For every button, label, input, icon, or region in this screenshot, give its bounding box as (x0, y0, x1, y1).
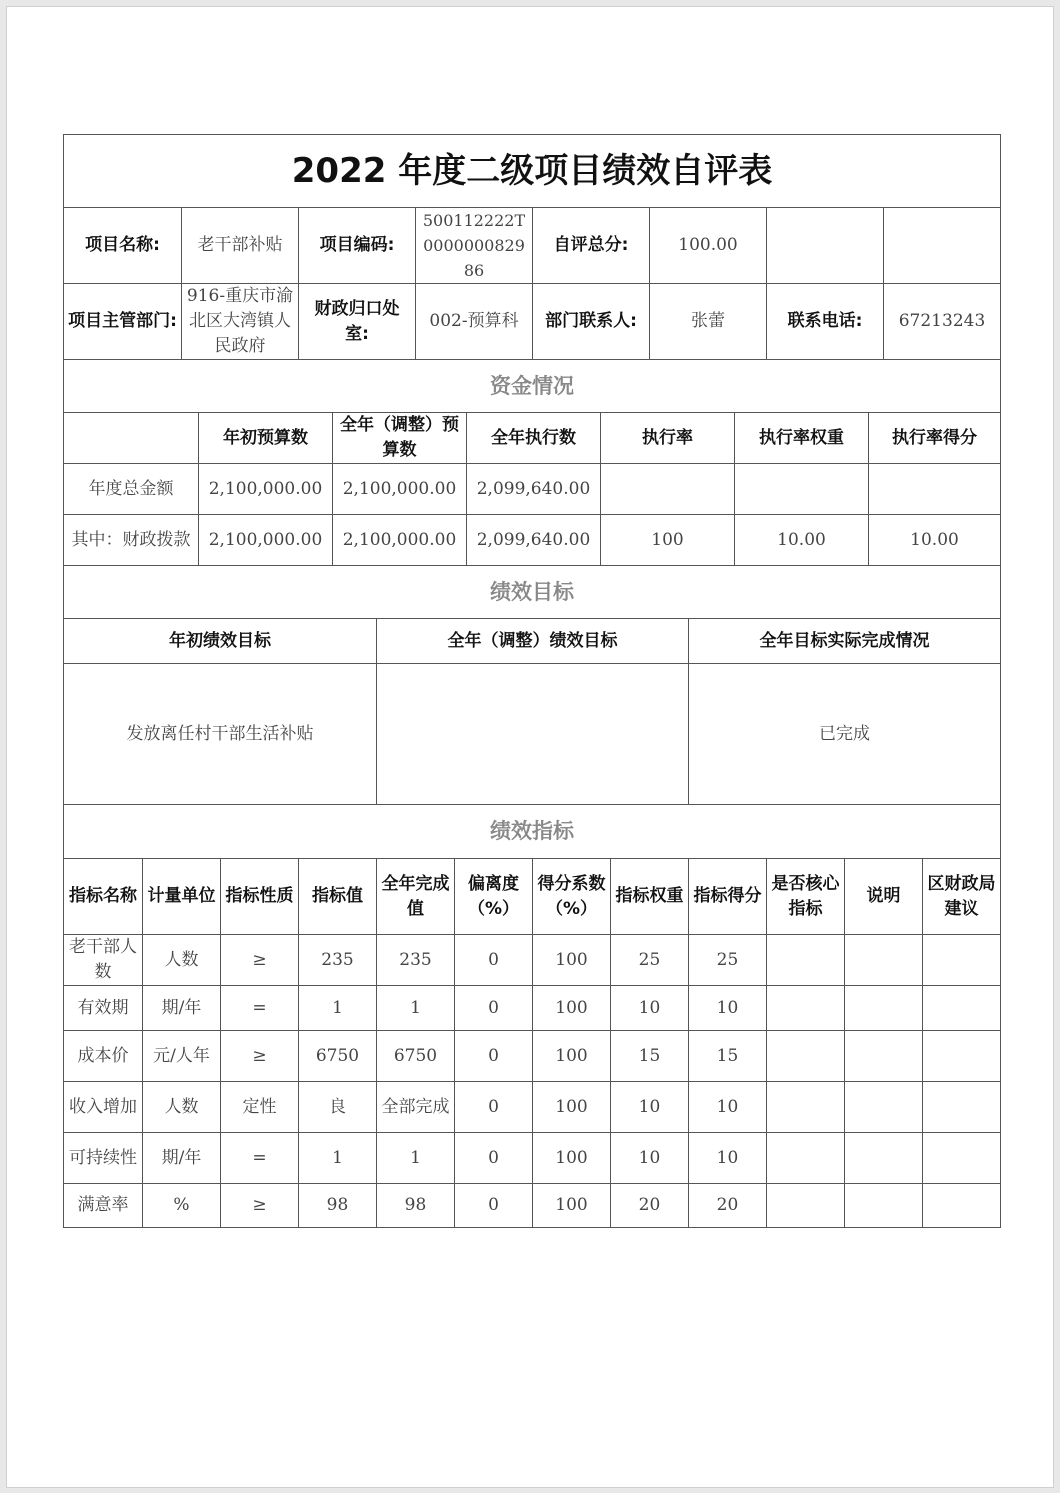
funds-header-cell: 执行率权重 (734, 413, 868, 463)
indicator-cell (844, 1031, 922, 1081)
funds-cell: 100 (600, 515, 734, 565)
indicator-header-cell: 计量单位 (142, 859, 220, 934)
funds-cell (734, 464, 868, 514)
indicator-cell (844, 986, 922, 1030)
indicator-cell (766, 1031, 844, 1081)
indicator-cell (922, 1082, 1000, 1132)
indicator-header-cell: 指标名称 (69, 886, 137, 906)
indicator-cell: 0 (454, 1082, 532, 1132)
funds-cell: 2,100,000.00 (198, 515, 332, 565)
project-code-value: 500112222T000000082986 (415, 208, 532, 283)
funds-header-cell: 年初预算数 (198, 413, 332, 463)
title-row (64, 135, 1000, 207)
indicator-cell (922, 1184, 1000, 1227)
goals-header-cell: 全年目标实际完成情况 (688, 619, 1000, 663)
indicator-cell: 有效期 (77, 997, 129, 1018)
indicator-cell: 10 (688, 986, 766, 1030)
goals-header-cell: 年初绩效目标 (169, 630, 271, 651)
phone-value: 67213243 (883, 284, 1000, 359)
funds-cell: 其中：财政拨款 (71, 529, 191, 550)
funds-section-header (64, 359, 1000, 412)
funds-cell: 10.00 (868, 515, 1000, 565)
contact-label: 部门联系人: (532, 284, 649, 359)
indicator-header-cell: 是否核心指标 (766, 859, 844, 934)
form-title: 2022 年度二级项目绩效自评表 (291, 150, 773, 191)
indicator-header-cell: 得分系数（%） (532, 859, 610, 934)
funds-header-row (64, 412, 1000, 463)
funds-cell: 10.00 (734, 515, 868, 565)
indicator-cell: 0 (454, 935, 532, 985)
indicator-cell: 全部完成 (376, 1082, 454, 1132)
indicator-cell: 10 (610, 1082, 688, 1132)
indicator-header-cell: 全年完成值 (376, 859, 454, 934)
indicator-cell: 100 (532, 986, 610, 1030)
indicator-cell (922, 986, 1000, 1030)
indicator-cell: 0 (454, 1133, 532, 1183)
self-score-label: 自评总分: (532, 208, 649, 283)
empty-cell (883, 208, 1000, 283)
indicator-cell: 100 (532, 1031, 610, 1081)
self-evaluation-form (63, 134, 1001, 1228)
indicator-cell (844, 1133, 922, 1183)
indicator-cell: 10 (610, 986, 688, 1030)
indicator-header-cell: 指标权重 (610, 859, 688, 934)
indicator-cell: 1 (376, 986, 454, 1030)
indicator-cell (844, 935, 922, 985)
funds-header-cell: 全年执行数 (466, 413, 600, 463)
indicator-cell: 10 (610, 1133, 688, 1183)
indicator-row (64, 985, 1000, 1030)
contact-value: 张蕾 (649, 284, 766, 359)
indicator-cell: 满意率 (77, 1195, 129, 1215)
indicator-cell: % (142, 1184, 220, 1227)
indicator-cell: ≥ (220, 1184, 298, 1227)
goals-value-cell: 已完成 (688, 664, 1000, 804)
indicator-cell (766, 1133, 844, 1183)
goals-value-row (64, 663, 1000, 804)
funds-cell: 2,100,000.00 (332, 515, 466, 565)
indicator-cell: 100 (532, 1184, 610, 1227)
indicators-section-title: 绩效指标 (490, 819, 574, 843)
indicator-cell: 0 (454, 1031, 532, 1081)
indicator-cell: 20 (688, 1184, 766, 1227)
indicator-header-cell: 指标性质 (220, 859, 298, 934)
dept-value: 916-重庆市渝北区大湾镇人民政府 (181, 284, 298, 359)
indicator-cell: 人数 (142, 1082, 220, 1132)
goals-section-title: 绩效目标 (490, 579, 574, 604)
indicators-section-header (64, 804, 1000, 858)
indicator-cell (766, 986, 844, 1030)
indicator-row (64, 1081, 1000, 1132)
goals-header-cell: 全年（调整）绩效目标 (376, 619, 688, 663)
funds-header-cell: 执行率得分 (868, 413, 1000, 463)
indicator-cell: 成本价 (77, 1045, 129, 1066)
indicator-cell: 元/人年 (142, 1031, 220, 1081)
finance-office-value: 002-预算科 (415, 284, 532, 359)
indicator-cell: 100 (532, 935, 610, 985)
funds-row (64, 514, 1000, 565)
indicator-header-cell: 指标得分 (688, 859, 766, 934)
indicator-cell: 收入增加 (69, 1096, 137, 1117)
indicator-cell (766, 935, 844, 985)
phone-label: 联系电话: (766, 284, 883, 359)
indicator-cell: 235 (298, 935, 376, 985)
indicator-cell: 10 (688, 1133, 766, 1183)
info-row-1 (64, 207, 1000, 283)
indicator-cell: 6750 (298, 1031, 376, 1081)
indicator-cell: 1 (376, 1133, 454, 1183)
funds-section-title: 资金情况 (490, 373, 574, 398)
indicator-cell: 良 (298, 1082, 376, 1132)
funds-cell: 2,100,000.00 (332, 464, 466, 514)
project-name-label: 项目名称: (85, 235, 160, 255)
indicator-cell (844, 1184, 922, 1227)
funds-cell: 2,099,640.00 (466, 515, 600, 565)
document-page (6, 6, 1054, 1488)
finance-office-label: 财政归口处室: (298, 284, 415, 359)
indicator-header-cell: 偏离度（%） (454, 859, 532, 934)
indicator-cell (922, 1031, 1000, 1081)
funds-cell: 2,099,640.00 (466, 464, 600, 514)
indicator-cell: 98 (298, 1184, 376, 1227)
indicator-row (64, 1132, 1000, 1183)
info-row-2 (64, 283, 1000, 359)
indicator-cell: 235 (376, 935, 454, 985)
funds-cell (868, 464, 1000, 514)
indicators-header-row (64, 858, 1000, 934)
project-name-value: 老干部补贴 (181, 208, 298, 283)
funds-header-cell: 执行率 (600, 413, 734, 463)
indicator-cell: 0 (454, 986, 532, 1030)
indicator-cell: = (220, 986, 298, 1030)
indicator-cell: 定性 (220, 1082, 298, 1132)
funds-row (64, 463, 1000, 514)
empty-cell (766, 208, 883, 283)
indicator-cell (766, 1184, 844, 1227)
indicator-cell: 期/年 (142, 986, 220, 1030)
indicator-cell: 10 (688, 1082, 766, 1132)
indicator-cell: 人数 (142, 935, 220, 985)
goals-value-cell: 发放离任村干部生活补贴 (126, 723, 314, 744)
self-score-value: 100.00 (649, 208, 766, 283)
goals-header-row (64, 618, 1000, 663)
project-code-label: 项目编码: (298, 208, 415, 283)
indicator-header-cell: 指标值 (298, 859, 376, 934)
funds-header-cell (64, 413, 198, 463)
indicator-cell: 1 (298, 986, 376, 1030)
indicator-cell: 老干部人数 (69, 937, 137, 982)
indicator-cell: ≥ (220, 935, 298, 985)
indicator-cell (766, 1082, 844, 1132)
indicator-cell: 期/年 (142, 1133, 220, 1183)
funds-header-cell: 全年（调整）预算数 (332, 413, 466, 463)
indicator-row (64, 1183, 1000, 1227)
funds-cell: 年度总金额 (88, 478, 174, 499)
indicator-cell: 可持续性 (69, 1147, 137, 1168)
funds-cell (600, 464, 734, 514)
indicator-cell (844, 1082, 922, 1132)
indicator-cell: 100 (532, 1133, 610, 1183)
indicator-cell: 98 (376, 1184, 454, 1227)
indicator-cell: 15 (688, 1031, 766, 1081)
indicator-cell: 0 (454, 1184, 532, 1227)
indicator-cell: = (220, 1133, 298, 1183)
goals-value-cell (376, 664, 688, 804)
indicator-cell: 100 (532, 1082, 610, 1132)
indicator-cell (922, 935, 1000, 985)
indicator-header-cell: 区财政局建议 (922, 859, 1000, 934)
indicator-row (64, 934, 1000, 985)
indicator-cell: 20 (610, 1184, 688, 1227)
indicator-cell: ≥ (220, 1031, 298, 1081)
indicator-cell: 6750 (376, 1031, 454, 1081)
indicator-cell: 15 (610, 1031, 688, 1081)
indicator-row (64, 1030, 1000, 1081)
indicator-cell: 25 (688, 935, 766, 985)
goals-section-header (64, 565, 1000, 618)
indicator-cell: 25 (610, 935, 688, 985)
indicator-header-cell: 说明 (844, 859, 922, 934)
indicator-cell: 1 (298, 1133, 376, 1183)
indicator-cell (922, 1133, 1000, 1183)
dept-label: 项目主管部门: (68, 311, 177, 331)
funds-cell: 2,100,000.00 (198, 464, 332, 514)
